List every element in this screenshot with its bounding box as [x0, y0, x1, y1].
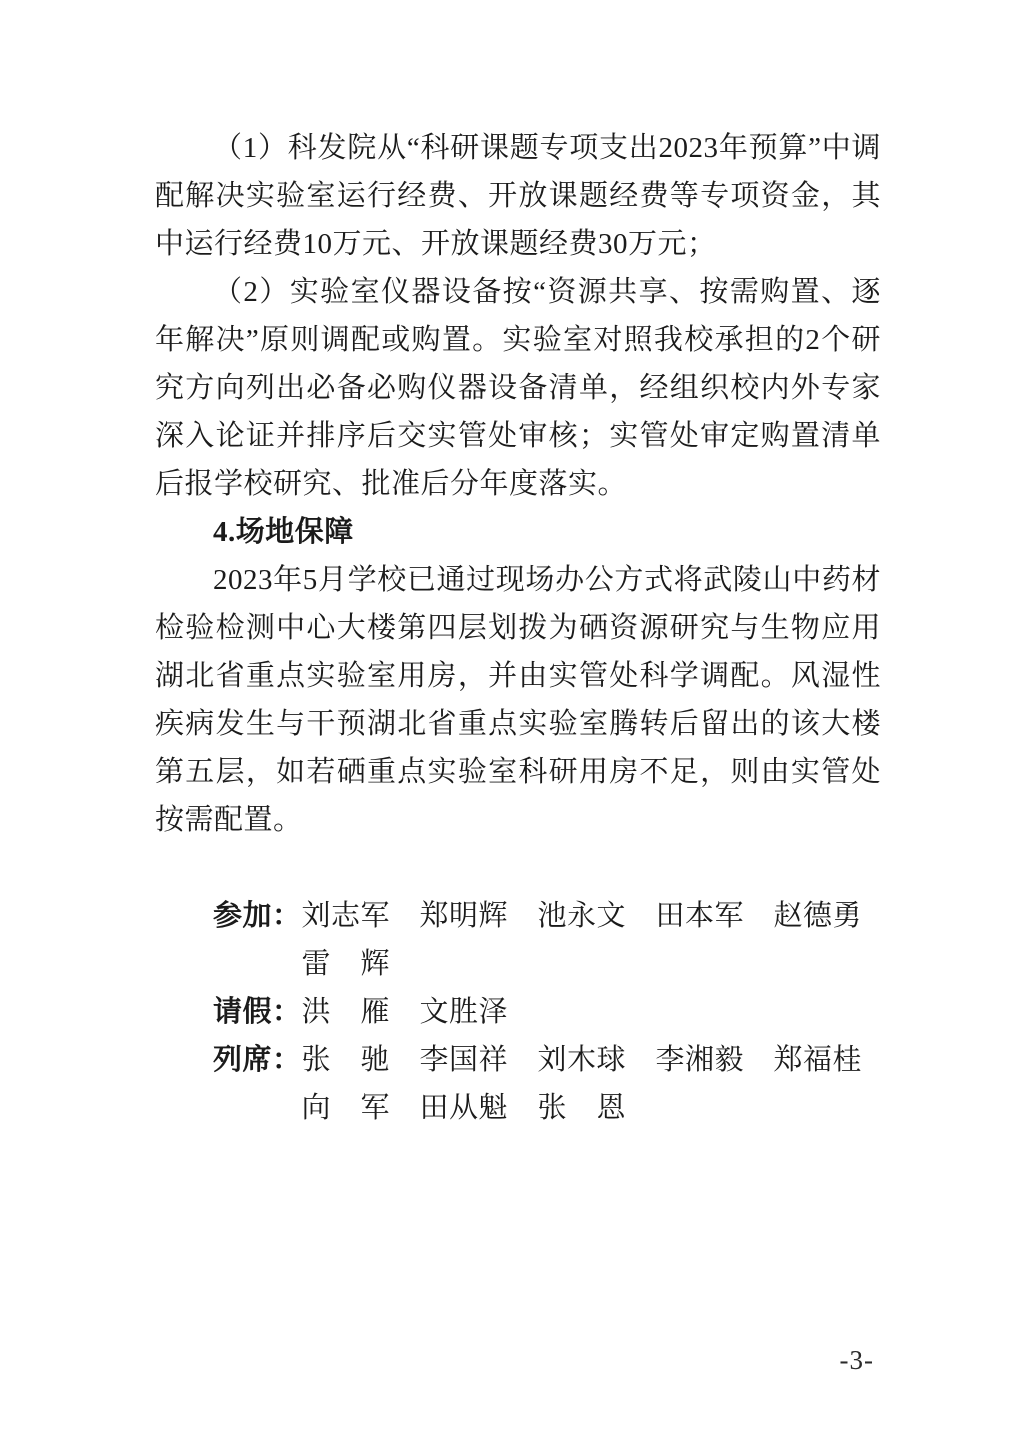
attendance-names-line: 洪 雁 文胜泽 [301, 996, 509, 1028]
attendance-names-leave [302, 988, 881, 1036]
document-content [155, 124, 881, 1132]
attendance-label-observers: 列席： [213, 1044, 302, 1076]
attendance-row-participants [213, 892, 881, 988]
attendance-names-line: 张 驰 李国祥 刘木球 李湘毅 郑福桂 [301, 1044, 863, 1076]
paragraph-equipment-item-2: （2）实验室仪器设备按“资源共享、按需购置、逐年解决”原则调配或购置。实验室对照我校承担的2个研究方向列出必备必购仪器设备清单，经组织校内外专家深入论证并排序后交实管处审核；实管处审定购置清单后报学校研究、批准后分年度落实。 [155, 276, 881, 500]
attendance-label-leave: 请假： [213, 996, 302, 1028]
attendance-label-participants: 参加： [213, 900, 302, 932]
attendance-row-leave [213, 988, 881, 1036]
attendance-names-line: 刘志军 郑明辉 池永文 田本军 赵德勇 [301, 900, 863, 932]
paragraph-site-allocation: 2023年5月学校已通过现场办公方式将武陵山中药材检验检测中心大楼第四层划拨为硒资源研究与生物应用湖北省重点实验室用房，并由实管处科学调配。风湿性疾病发生与干预湖北省重点实验室腾转后留出的该大楼第五层，如若硒重点实验室科研用房不足，则由实管处按需配置。 [155, 564, 881, 836]
attendance-block [155, 892, 881, 1132]
attendance-row-observers [213, 1036, 881, 1132]
attendance-names-line: 雷 辉 [301, 948, 391, 980]
page-number: -3- [839, 1345, 874, 1375]
attendance-names-participants [302, 892, 881, 988]
attendance-names-line: 向 军 田从魁 张 恩 [301, 1092, 627, 1124]
section-heading-site-guarantee: 4.场地保障 [213, 516, 354, 548]
attendance-names-observers [302, 1036, 881, 1132]
paragraph-funding-item-1: （1）科发院从“科研课题专项支出2023年预算”中调配解决实验室运行经费、开放课题经费等专项资金，其中运行经费10万元、开放课题经费30万元； [155, 132, 881, 260]
